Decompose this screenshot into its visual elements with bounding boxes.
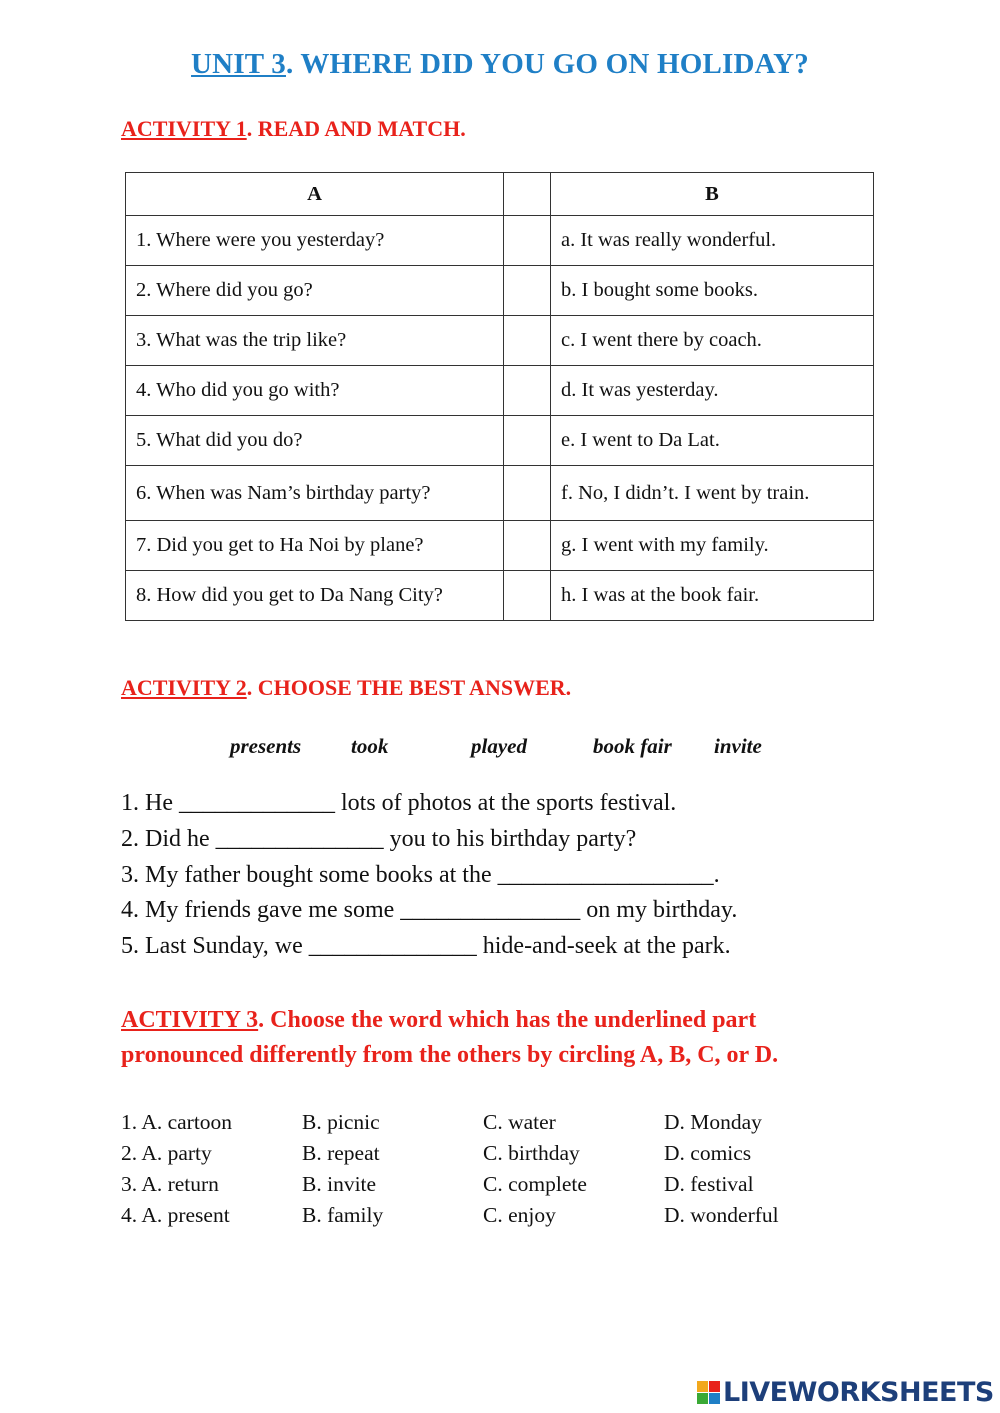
- question-cell: 3. What was the trip like?: [126, 316, 504, 366]
- liveworksheets-logo: [697, 1377, 997, 1409]
- table-row: [126, 571, 874, 621]
- table-row: [126, 366, 874, 416]
- table-row: [126, 316, 874, 366]
- activity2-heading: [121, 675, 571, 701]
- answer-option-cell: a. It was really wonderful.: [551, 216, 874, 266]
- option-d[interactable]: D. wonderful: [664, 1203, 779, 1227]
- column-a-header: A: [126, 173, 504, 216]
- answer-option-cell: f. No, I didn’t. I went by train.: [551, 466, 874, 521]
- pronunciation-row: [121, 1141, 881, 1171]
- option-b[interactable]: B. picnic: [302, 1110, 380, 1134]
- word-bank-item: played: [471, 734, 527, 758]
- answer-input-cell[interactable]: [504, 366, 551, 416]
- table-row: [126, 466, 874, 521]
- question-cell: 4. Who did you go with?: [126, 366, 504, 416]
- option-d[interactable]: D. comics: [664, 1141, 752, 1165]
- table-row: [126, 216, 874, 266]
- answer-header-cell: [504, 173, 551, 216]
- matching-table: [125, 172, 874, 621]
- activity3-heading: [121, 1003, 881, 1073]
- table-header-row: [126, 173, 874, 216]
- pronunciation-row: [121, 1172, 881, 1202]
- option-a[interactable]: 4. A. present: [121, 1203, 230, 1227]
- question-cell: 6. When was Nam’s birthday party?: [126, 466, 504, 521]
- activity2-instruction: . CHOOSE THE BEST ANSWER.: [246, 675, 572, 700]
- activity1-instruction: . READ AND MATCH.: [246, 116, 466, 141]
- table-row: [126, 416, 874, 466]
- fill-sentence[interactable]: 3. My father bought some books at the __________________.: [121, 862, 720, 888]
- word-bank-item: invite: [714, 734, 762, 758]
- answer-option-cell: c. I went there by coach.: [551, 316, 874, 366]
- fill-sentence[interactable]: 2. Did he ______________ you to his birthday party?: [121, 826, 637, 852]
- option-a[interactable]: 2. A. party: [121, 1141, 212, 1165]
- table-row: [126, 521, 874, 571]
- answer-input-cell[interactable]: [504, 416, 551, 466]
- answer-option-cell: b. I bought some books.: [551, 266, 874, 316]
- fill-sentence[interactable]: 1. He _____________ lots of photos at the sports festival.: [121, 790, 677, 816]
- activity3-instruction: . Choose the word which has the underlined part pronounced differently from the others by circling A, B, C, or D.: [121, 1007, 779, 1068]
- word-bank-item: took: [351, 734, 389, 758]
- activity1-label: ACTIVITY 1: [121, 116, 247, 141]
- answer-input-cell[interactable]: [504, 521, 551, 571]
- answer-option-cell: g. I went with my family.: [551, 521, 874, 571]
- column-b-header: B: [551, 173, 874, 216]
- word-bank-item: presents: [230, 734, 302, 758]
- question-cell: 8. How did you get to Da Nang City?: [126, 571, 504, 621]
- option-b[interactable]: B. invite: [302, 1172, 377, 1196]
- liveworksheets-mark-icon: [697, 1381, 721, 1405]
- word-bank-item: book fair: [593, 734, 672, 758]
- option-a[interactable]: 1. A. cartoon: [121, 1110, 233, 1134]
- table-row: [126, 266, 874, 316]
- unit-label: UNIT 3: [191, 48, 286, 80]
- option-a[interactable]: 3. A. return: [121, 1172, 219, 1196]
- answer-input-cell[interactable]: [504, 571, 551, 621]
- question-cell: 1. Where were you yesterday?: [126, 216, 504, 266]
- option-c[interactable]: C. birthday: [483, 1141, 580, 1165]
- option-d[interactable]: D. Monday: [664, 1110, 762, 1134]
- answer-input-cell[interactable]: [504, 466, 551, 521]
- option-b[interactable]: B. family: [302, 1203, 384, 1227]
- fill-sentence[interactable]: 4. My friends gave me some _______________ on my birthday.: [121, 897, 738, 923]
- activity1-heading: [121, 116, 466, 142]
- activity2-label: ACTIVITY 2: [121, 675, 247, 700]
- answer-option-cell: d. It was yesterday.: [551, 366, 874, 416]
- option-c[interactable]: C. water: [483, 1110, 556, 1134]
- option-d[interactable]: D. festival: [664, 1172, 754, 1196]
- page-title: [0, 48, 1000, 81]
- answer-option-cell: h. I was at the book fair.: [551, 571, 874, 621]
- pronunciation-row: [121, 1110, 881, 1140]
- fill-sentence[interactable]: 5. Last Sunday, we ______________ hide-and-seek at the park.: [121, 933, 731, 959]
- pronunciation-row: [121, 1203, 881, 1233]
- activity3-label: ACTIVITY 3: [121, 1007, 259, 1033]
- answer-option-cell: e. I went to Da Lat.: [551, 416, 874, 466]
- question-cell: 5. What did you do?: [126, 416, 504, 466]
- answer-input-cell[interactable]: [504, 266, 551, 316]
- question-cell: 2. Where did you go?: [126, 266, 504, 316]
- word-bank: [0, 734, 1000, 764]
- answer-input-cell[interactable]: [504, 316, 551, 366]
- option-b[interactable]: B. repeat: [302, 1141, 380, 1165]
- unit-title-text: . WHERE DID YOU GO ON HOLIDAY?: [285, 48, 809, 80]
- logo-text: LIVEWORKSHEETS: [723, 1377, 994, 1408]
- option-c[interactable]: C. complete: [483, 1172, 587, 1196]
- answer-input-cell[interactable]: [504, 216, 551, 266]
- question-cell: 7. Did you get to Ha Noi by plane?: [126, 521, 504, 571]
- option-c[interactable]: C. enjoy: [483, 1203, 556, 1227]
